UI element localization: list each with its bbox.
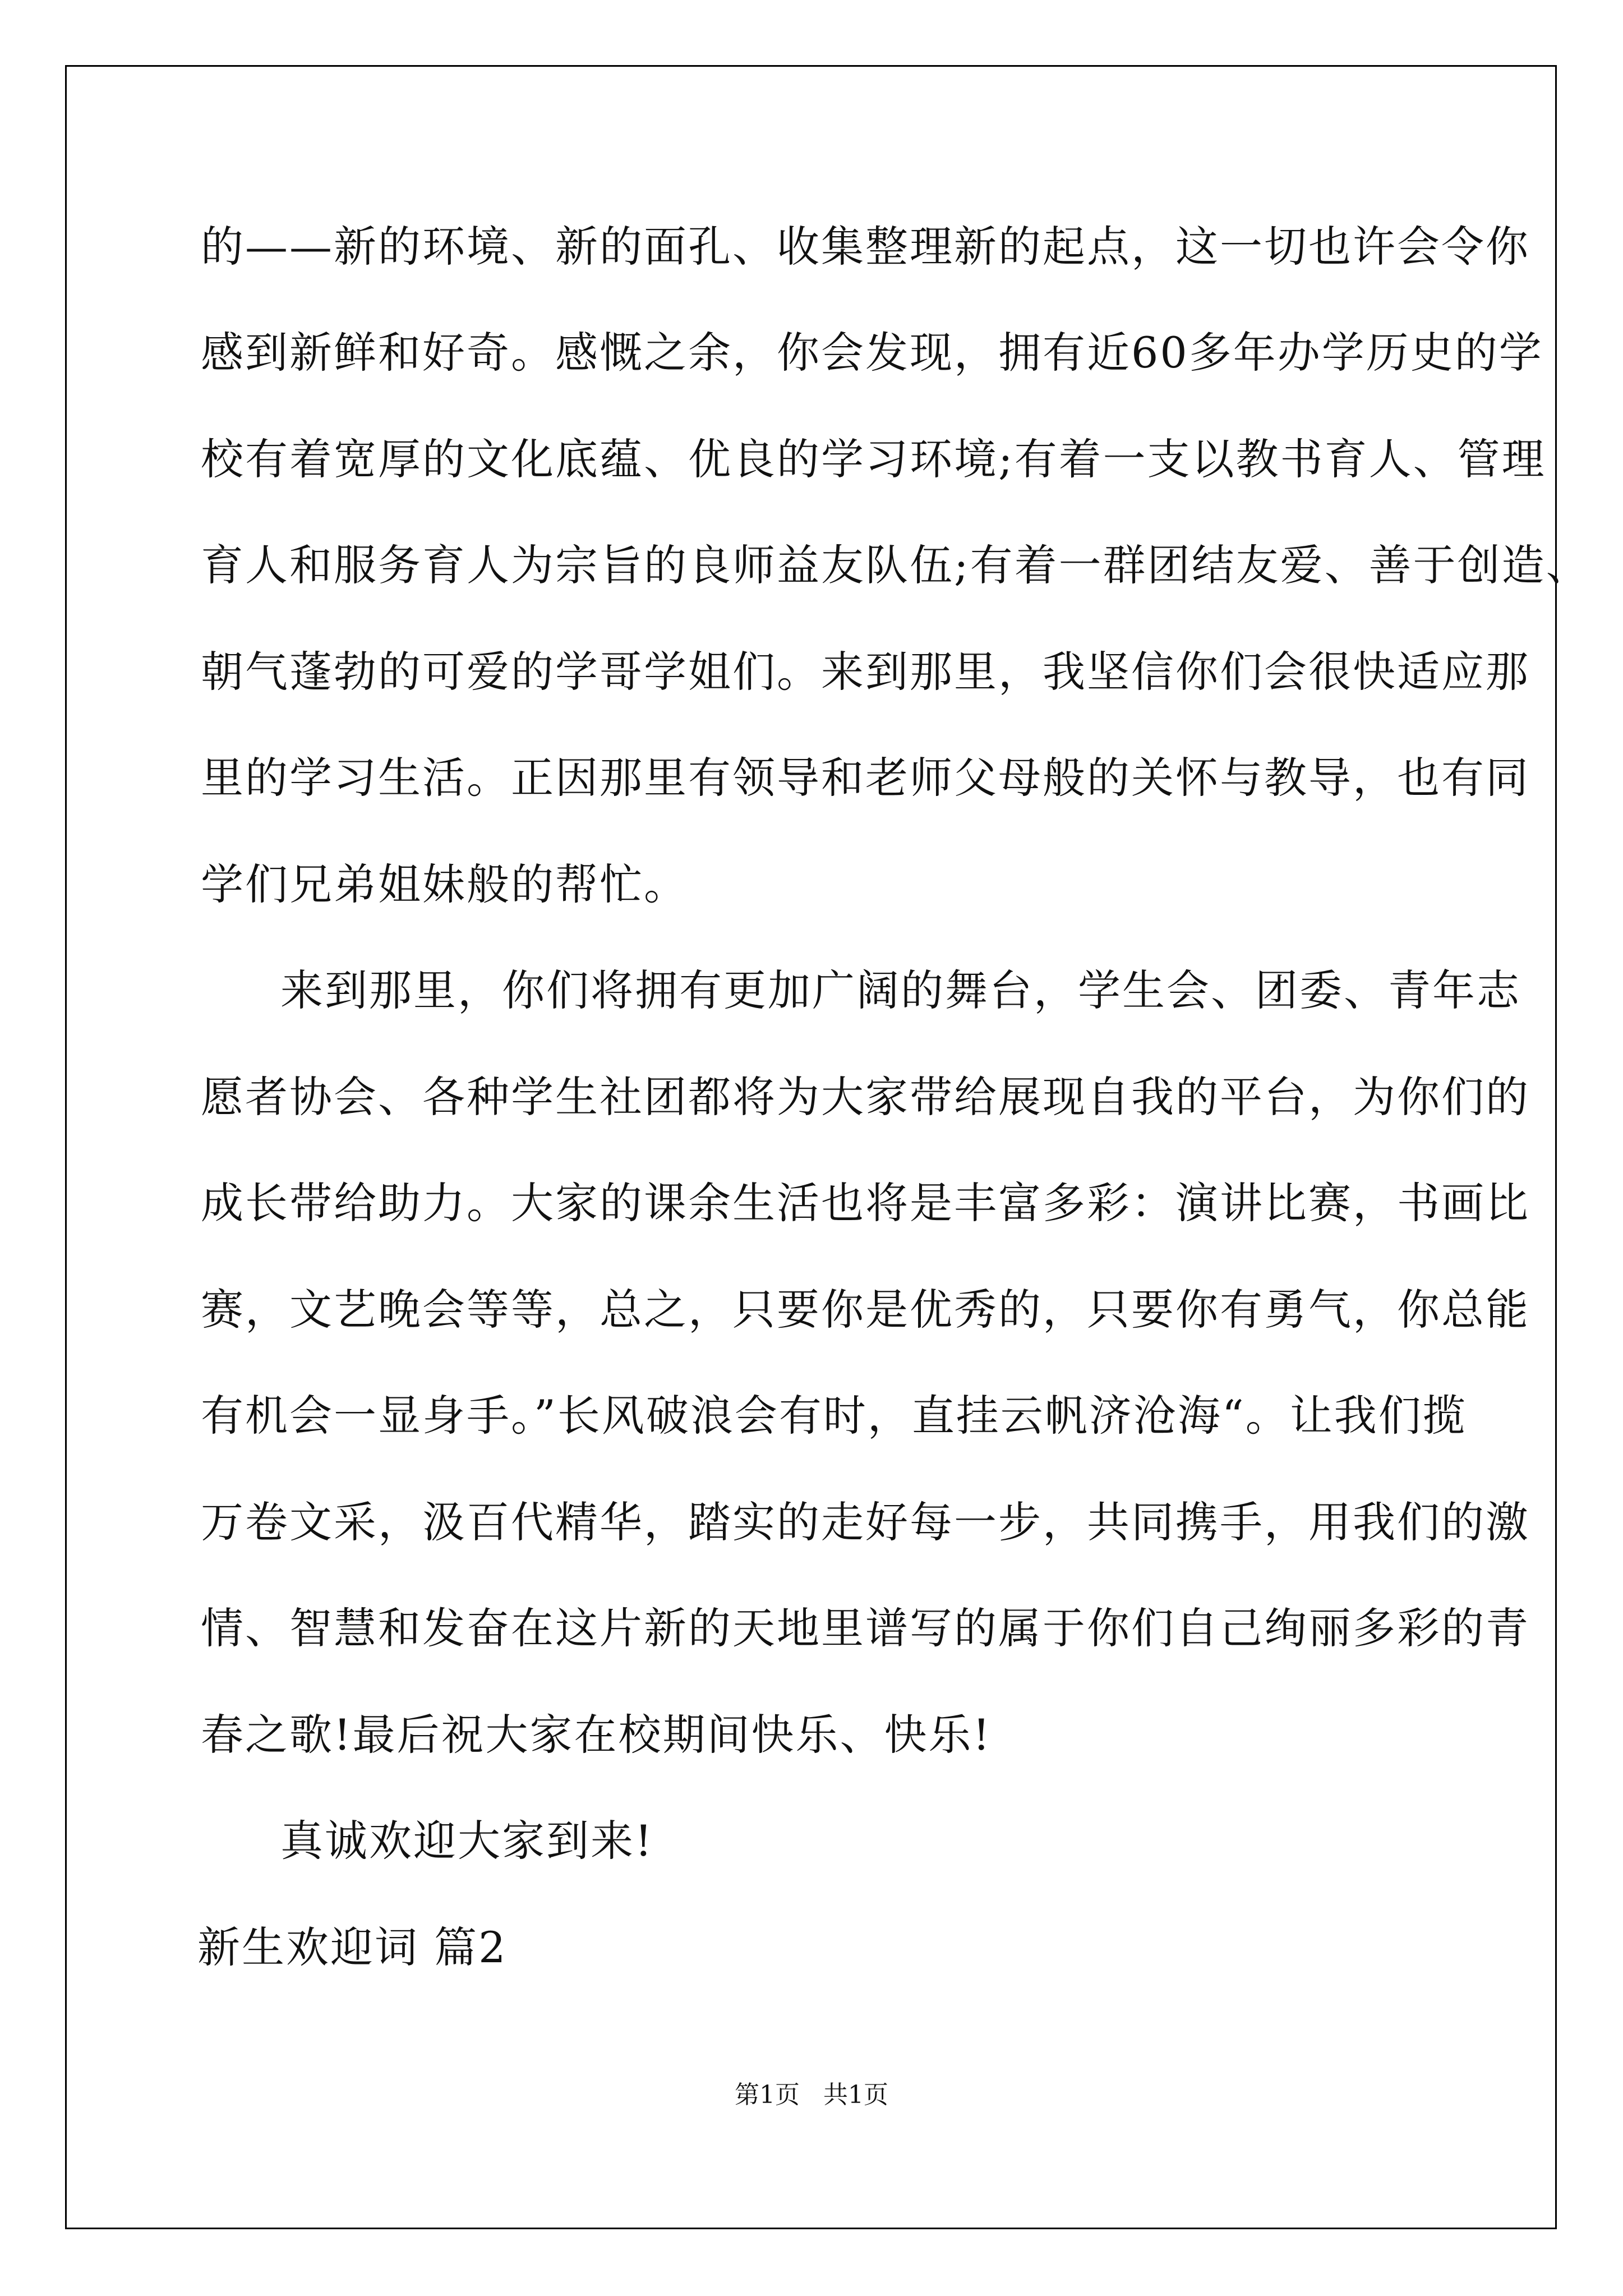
paragraph-line: 情、智慧和发奋在这片新的天地里谱写的属于你们自己绚丽多彩的青 [201, 1603, 1530, 1653]
paragraph-line: 有机会一显身手。”长风破浪会有时，直挂云帆济沧海“。让我们揽 [201, 1391, 1467, 1441]
paragraph-line: 真诚欢迎大家到来! [280, 1816, 654, 1866]
paragraph-line: 感到新鲜和好奇。感慨之余，你会发现，拥有近60多年办学历史的学 [201, 328, 1543, 378]
paragraph-line: 成长带给助力。大家的课余生活也将是丰富多彩：演讲比赛，书画比 [201, 1178, 1530, 1228]
paragraph-line: 万卷文采，汲百代精华，踏实的走好每一步，共同携手，用我们的激 [201, 1497, 1530, 1547]
paragraph-line: 来到那里，你们将拥有更加广阔的舞台，学生会、团委、青年志 [280, 965, 1521, 1015]
section-heading: 新生欢迎词 篇2 [197, 1922, 508, 1972]
paragraph-line: 里的学习生活。正因那里有领导和老师父母般的关怀与教导，也有同 [201, 753, 1530, 803]
paragraph-line: 朝气蓬勃的可爱的学哥学姐们。来到那里，我坚信你们会很快适应那 [201, 647, 1530, 697]
page-frame [65, 65, 1557, 2229]
paragraph-line: 赛，文艺晚会等等，总之，只要你是优秀的，只要你有勇气，你总能 [201, 1285, 1530, 1335]
paragraph-line: 学们兄弟姐妹般的帮忙。 [201, 859, 688, 909]
paragraph-line: 校有着宽厚的文化底蕴、优良的学习环境;有着一支以教书育人、管理 [201, 434, 1546, 484]
paragraph-line: 的——新的环境、新的面孔、收集整理新的起点，这一切也许会令你 [201, 222, 1530, 272]
paragraph-line: 愿者协会、各种学生社团都将为大家带给展现自我的平台，为你们的 [201, 1072, 1530, 1122]
paragraph-line: 春之歌!最后祝大家在校期间快乐、快乐! [201, 1710, 992, 1760]
paragraph-line: 育人和服务育人为宗旨的良师益友队伍;有着一群团结友爱、善于创造、 [201, 540, 1590, 590]
page-footer: 第1页 共1页 [735, 2081, 888, 2109]
